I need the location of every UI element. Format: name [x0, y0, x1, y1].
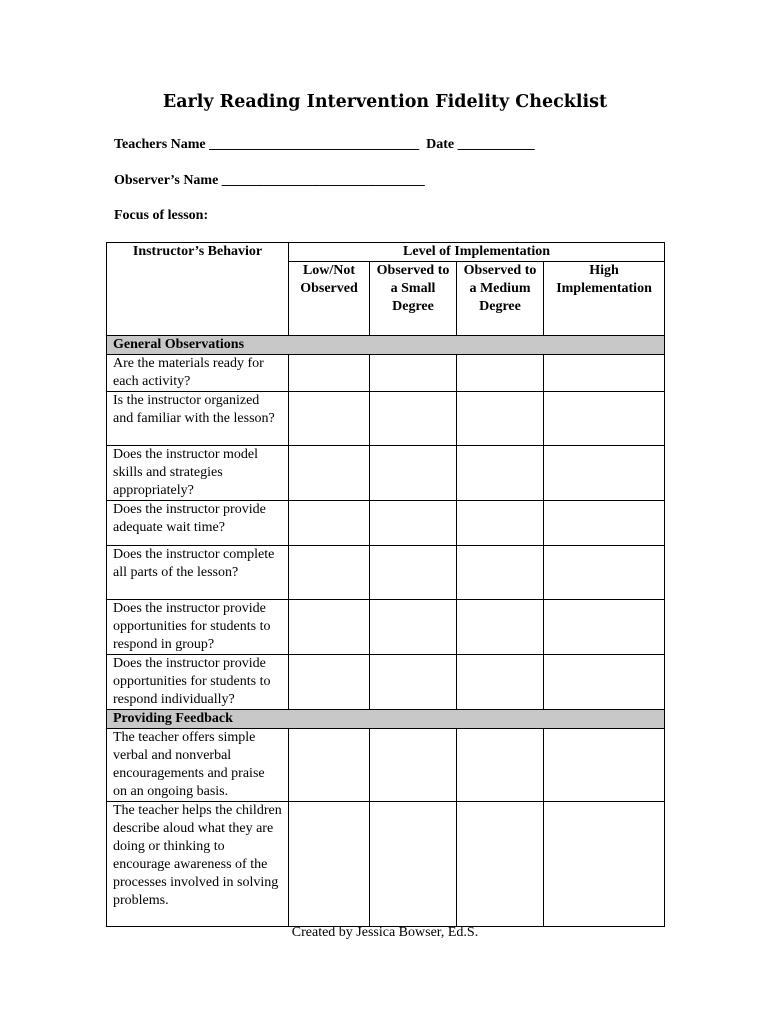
- table-row: [107, 355, 665, 392]
- rating-cell[interactable]: [457, 600, 544, 655]
- rating-cell[interactable]: [289, 355, 370, 392]
- rating-cell[interactable]: [370, 802, 457, 927]
- table-row: [107, 655, 665, 710]
- rating-cell[interactable]: [289, 501, 370, 546]
- rating-cell[interactable]: [370, 446, 457, 501]
- rating-cell[interactable]: [457, 546, 544, 600]
- behavior-item: Does the instructor provide opportunities for students to respond in group?: [107, 600, 289, 655]
- table-row: [107, 392, 665, 446]
- behavior-item: Does the instructor complete all parts of the lesson?: [107, 546, 289, 600]
- page-title: Early Reading Intervention Fidelity Checklist: [162, 92, 608, 112]
- rating-cell[interactable]: [544, 802, 665, 927]
- section-header-providing-feedback: Providing Feedback: [107, 710, 665, 729]
- rating-cell[interactable]: [544, 355, 665, 392]
- level-of-implementation-header: Level of Implementation: [289, 243, 665, 262]
- table-row: [107, 501, 665, 546]
- table-row: [107, 729, 665, 802]
- rating-cell[interactable]: [457, 392, 544, 446]
- rating-cell[interactable]: [289, 546, 370, 600]
- level-header-low: Low/Not Observed: [289, 262, 370, 336]
- rating-cell[interactable]: [457, 802, 544, 927]
- behavior-item: Are the materials ready for each activity?: [107, 355, 289, 392]
- table-row: [107, 802, 665, 927]
- level-header-small: Observed to a Small Degree: [370, 262, 457, 336]
- behavior-item: The teacher offers simple verbal and nonverbal encouragements and praise on an ongoing basis.: [107, 729, 289, 802]
- rating-cell[interactable]: [544, 600, 665, 655]
- behavior-item: Is the instructor organized and familiar with the lesson?: [107, 392, 289, 446]
- rating-cell[interactable]: [289, 729, 370, 802]
- rating-cell[interactable]: [544, 546, 665, 600]
- rating-cell[interactable]: [544, 501, 665, 546]
- rating-cell[interactable]: [544, 446, 665, 501]
- table-row: [107, 446, 665, 501]
- rating-cell[interactable]: [289, 446, 370, 501]
- rating-cell[interactable]: [370, 729, 457, 802]
- behavior-item: Does the instructor provide adequate wait time?: [107, 501, 289, 546]
- rating-cell[interactable]: [544, 392, 665, 446]
- rating-cell[interactable]: [370, 546, 457, 600]
- table-row: [107, 600, 665, 655]
- instructor-behavior-header: Instructor’s Behavior: [107, 243, 289, 336]
- footer-credit: Created by Jessica Bowser, Ed.S.: [291, 925, 479, 940]
- table-row: [107, 546, 665, 600]
- rating-cell[interactable]: [457, 355, 544, 392]
- rating-cell[interactable]: [457, 729, 544, 802]
- teacher-name-date-field: Teachers Name ______________________________ Date ___________: [114, 137, 535, 152]
- rating-cell[interactable]: [289, 392, 370, 446]
- rating-cell[interactable]: [370, 392, 457, 446]
- behavior-item: Does the instructor provide opportunities for students to respond individually?: [107, 655, 289, 710]
- rating-cell[interactable]: [289, 600, 370, 655]
- rating-cell[interactable]: [289, 802, 370, 927]
- rating-cell[interactable]: [370, 600, 457, 655]
- behavior-item: Does the instructor model skills and strategies appropriately?: [107, 446, 289, 501]
- rating-cell[interactable]: [370, 501, 457, 546]
- rating-cell[interactable]: [370, 355, 457, 392]
- rating-cell[interactable]: [457, 501, 544, 546]
- rating-cell[interactable]: [457, 446, 544, 501]
- level-header-medium: Observed to a Medium Degree: [457, 262, 544, 336]
- rating-cell[interactable]: [544, 729, 665, 802]
- section-header-general-observations: General Observations: [107, 336, 665, 355]
- rating-cell[interactable]: [544, 655, 665, 710]
- rating-cell[interactable]: [370, 655, 457, 710]
- behavior-item: The teacher helps the children describe aloud what they are doing or thinking to encourage awareness of the processes involved in solving problems.: [107, 802, 289, 927]
- rating-cell[interactable]: [289, 655, 370, 710]
- observer-name-field: Observer’s Name _____________________________: [114, 173, 425, 188]
- level-header-high: High Implementation: [544, 262, 665, 336]
- fidelity-checklist-table: [106, 242, 665, 927]
- rating-cell[interactable]: [457, 655, 544, 710]
- focus-of-lesson-field: Focus of lesson:: [114, 208, 209, 223]
